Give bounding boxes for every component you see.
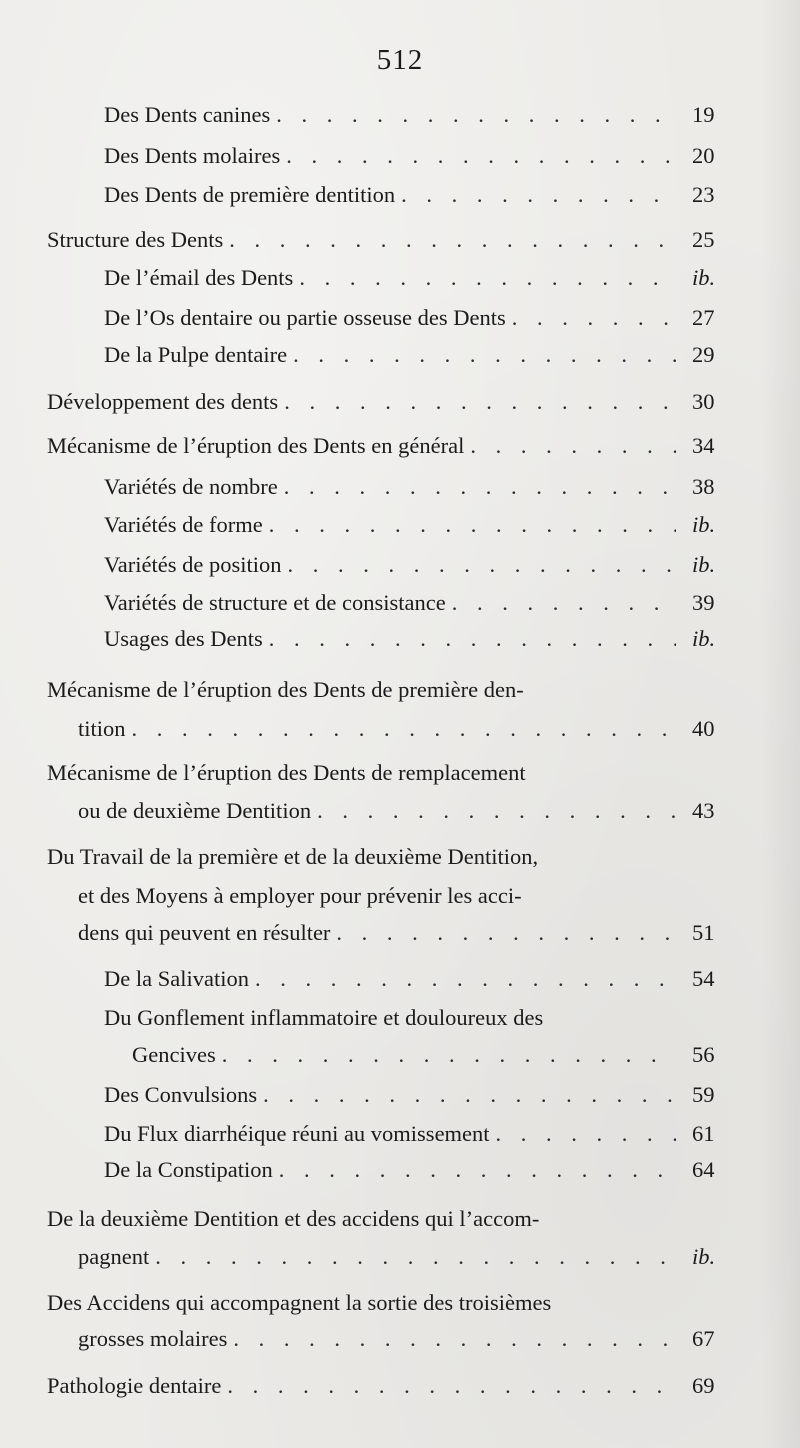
toc-entry [104, 626, 716, 651]
dot-leader [155, 1246, 676, 1269]
toc-entry-page: 25 [692, 227, 715, 252]
toc-entry-title: ou de deuxième Dentition [78, 798, 312, 823]
dot-leader [284, 476, 676, 499]
toc-entry [78, 1244, 716, 1269]
toc-entry-page: 64 [692, 1157, 715, 1182]
toc-entry [104, 265, 716, 290]
dot-leader [229, 229, 676, 252]
toc-entry-page: 54 [692, 966, 715, 991]
toc-entry-title: tition [78, 716, 126, 741]
toc-entry [104, 182, 715, 207]
dot-leader [132, 718, 676, 741]
toc-entry-title: Gencives [132, 1042, 216, 1067]
toc-entry-page: ib. [692, 512, 716, 537]
toc-entry-title: Variétés de position [104, 552, 282, 577]
toc-entry [104, 102, 715, 127]
toc-entry-title: Variétés de structure et de consistance [104, 590, 446, 615]
toc-entry-title: Pathologie dentaire [47, 1373, 222, 1398]
dot-leader [279, 1159, 676, 1182]
toc-entry-page: ib. [692, 552, 716, 577]
toc-entry-page: 67 [692, 1326, 715, 1351]
toc-entry-title: Usages des Dents [104, 626, 263, 651]
toc-entry [47, 1373, 715, 1398]
toc-entry [104, 1121, 715, 1146]
toc-entry-title-line: Mécanisme de l’éruption des Dents de première den- [47, 677, 524, 702]
toc-entry-title: dens qui peuvent en résulter [78, 920, 331, 945]
toc-entry [47, 227, 715, 252]
dot-leader [287, 554, 676, 577]
dot-leader [276, 104, 676, 127]
toc-entry-page: 69 [692, 1373, 715, 1398]
toc-entry-title: Variétés de nombre [104, 474, 278, 499]
toc-entry [104, 474, 715, 499]
toc-entry-page: ib. [692, 1244, 716, 1269]
toc-entry-page: 29 [692, 342, 715, 367]
dot-leader [293, 344, 676, 367]
toc-entry-title-line: Mécanisme de l’éruption des Dents de remplacement [47, 760, 526, 785]
toc-entry-title: pagnent [78, 1244, 150, 1269]
toc-entry-page: 27 [692, 305, 715, 330]
toc-entry-page: 61 [692, 1121, 715, 1146]
toc-entry-title-line: Des Accidens qui accompagnent la sortie des troisièmes [47, 1290, 552, 1315]
toc-entry-page: 39 [692, 590, 715, 615]
toc-entry-page: 20 [692, 143, 715, 168]
toc-entry-page: 23 [692, 182, 715, 207]
dot-leader [269, 628, 676, 651]
dot-leader [222, 1044, 676, 1067]
toc-entry-title: Des Dents canines [104, 102, 271, 127]
dot-leader [401, 184, 676, 207]
toc-entry [104, 590, 715, 615]
toc-entry [104, 305, 715, 330]
toc-entry-title: De la Salivation [104, 966, 249, 991]
dot-leader [512, 307, 676, 330]
dot-leader [284, 391, 676, 414]
dot-leader [452, 592, 676, 615]
toc-entry-title: Mécanisme de l’éruption des Dents en général [47, 433, 465, 458]
toc-entry [78, 716, 715, 741]
toc-entry-page: 59 [692, 1082, 715, 1107]
toc-entry [104, 1082, 715, 1107]
dot-leader [336, 922, 676, 945]
toc-entry-page: 56 [692, 1042, 715, 1067]
toc-entry [104, 966, 715, 991]
toc-entry [104, 143, 715, 168]
page-number: 512 [376, 44, 424, 76]
dot-leader [470, 435, 676, 458]
toc-entry-title: grosses molaires [78, 1326, 228, 1351]
toc-entry-title-line: Du Gonflement inflammatoire et douloureux des [104, 1005, 544, 1030]
toc-entry [47, 389, 715, 414]
dot-leader [299, 267, 676, 290]
dot-leader [263, 1084, 676, 1107]
toc-entry-page: 43 [692, 798, 715, 823]
toc-entry-page: 40 [692, 716, 715, 741]
toc-entry-page: 19 [692, 102, 715, 127]
toc-entry-title: Variétés de forme [104, 512, 263, 537]
toc-entry [104, 552, 716, 577]
toc-entry-title: Structure des Dents [47, 227, 224, 252]
toc-entry-page: 51 [692, 920, 715, 945]
toc-entry-title: De l’émail des Dents [104, 265, 294, 290]
dot-leader [227, 1375, 676, 1398]
dot-leader [269, 514, 676, 537]
toc-entry-title: Des Convulsions [104, 1082, 258, 1107]
dot-leader [496, 1123, 676, 1146]
toc-entry [104, 1157, 715, 1182]
toc-entry-title: De la Pulpe dentaire [104, 342, 288, 367]
toc-entry [78, 920, 715, 945]
dot-leader [317, 800, 676, 823]
dot-leader [255, 968, 676, 991]
toc-entry-title: Développement des dents [47, 389, 279, 414]
toc-entry-title-line: De la deuxième Dentition et des accidens qui l’accom- [47, 1206, 540, 1231]
toc-entry-title: Du Flux diarrhéique réuni au vomissement [104, 1121, 490, 1146]
dot-leader [286, 145, 676, 168]
toc-entry-page: ib. [692, 265, 716, 290]
toc-entry-page: 34 [692, 433, 715, 458]
toc-entry-title: De l’Os dentaire ou partie osseuse des Dents [104, 305, 506, 330]
toc-entry-title: Des Dents de première dentition [104, 182, 396, 207]
toc-entry [132, 1042, 715, 1067]
toc-entry [104, 342, 715, 367]
toc-entry [47, 433, 715, 458]
toc-entry-title: Des Dents molaires [104, 143, 281, 168]
toc-entry-page: ib. [692, 626, 716, 651]
toc-entry-page: 30 [692, 389, 715, 414]
toc-entry-title: De la Constipation [104, 1157, 273, 1182]
toc-entry-page: 38 [692, 474, 715, 499]
dot-leader [233, 1328, 676, 1351]
toc-entry [78, 1326, 715, 1351]
toc-entry-title-line: et des Moyens à employer pour prévenir les acci- [78, 883, 522, 908]
toc-entry-title-line: Du Travail de la première et de la deuxième Dentition, [47, 844, 539, 869]
toc-entry [104, 512, 716, 537]
toc-entry [78, 798, 715, 823]
page-edge-shadow [760, 0, 800, 1448]
